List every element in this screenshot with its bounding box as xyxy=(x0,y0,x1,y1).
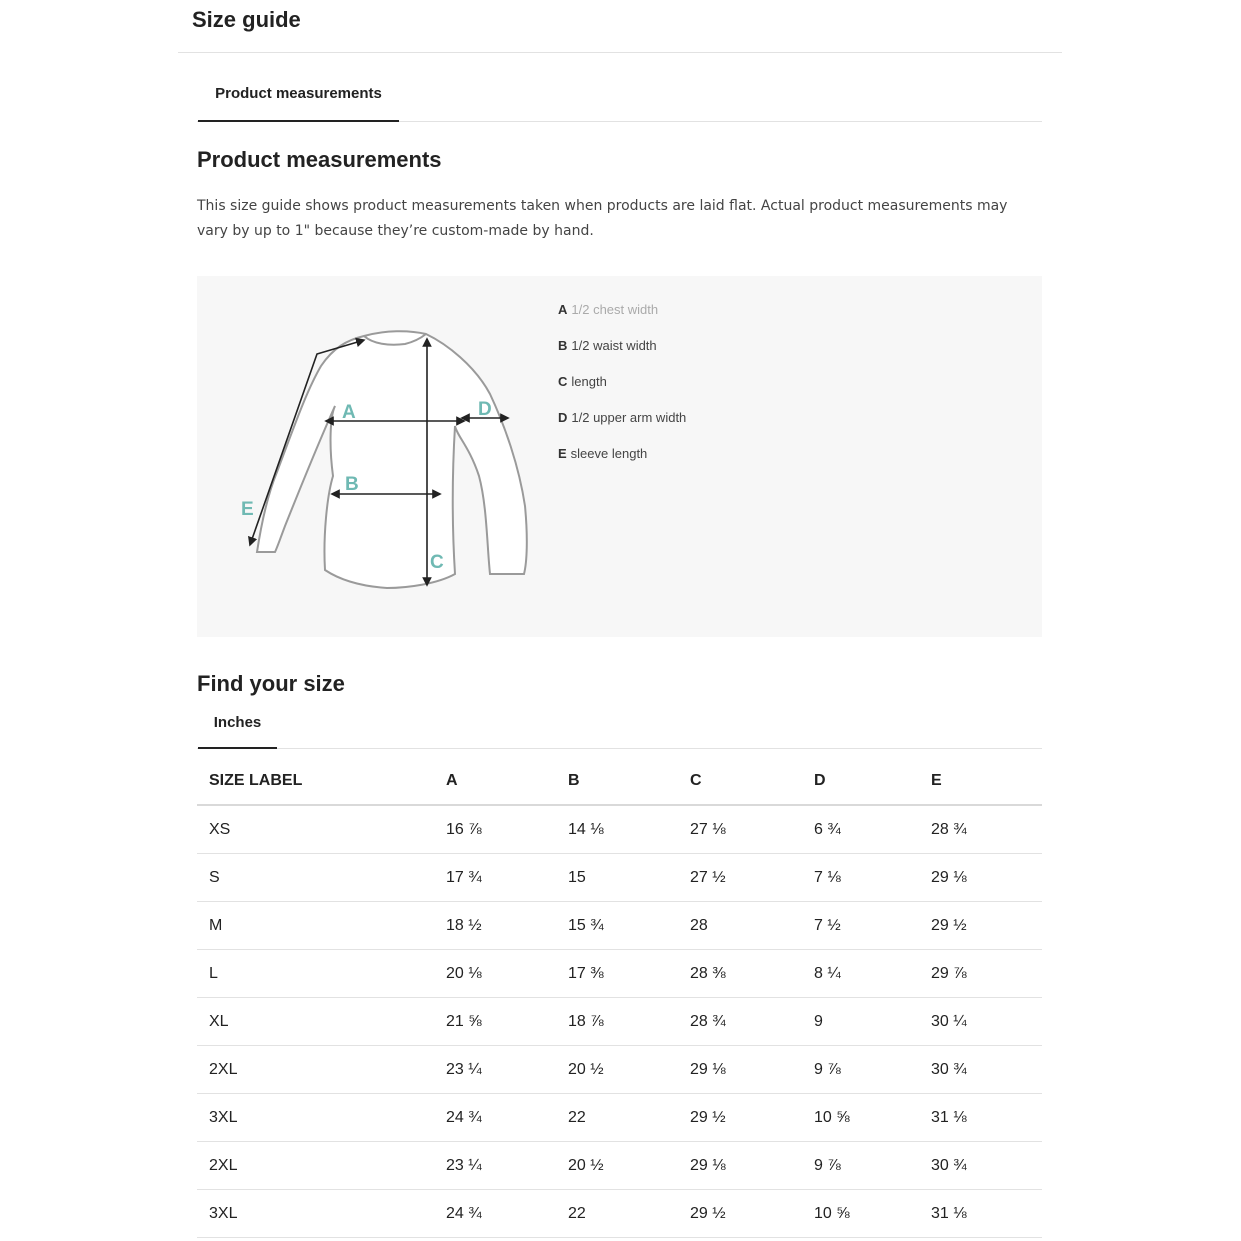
cell-e: 30 ¼ xyxy=(919,998,1042,1046)
table-row xyxy=(197,998,1042,1046)
cell-e: 30 ¾ xyxy=(919,1142,1042,1190)
table-row xyxy=(197,1094,1042,1142)
diagram-label-a: A xyxy=(342,402,356,423)
cell-c: 28 xyxy=(678,902,802,950)
tab-product-measurements[interactable]: Product measurements xyxy=(198,71,399,122)
cell-size-label: L xyxy=(197,950,434,998)
cell-d: 7 ⅛ xyxy=(802,854,919,902)
column-header-c: C xyxy=(678,757,802,805)
measurements-description: This size guide shows product measurements taken when products are laid flat. Actual product measurements may vary by up to 1" because they’re custom-made by hand. xyxy=(197,198,1008,239)
cell-c: 27 ⅛ xyxy=(678,805,802,854)
cell-size-label: 2XL xyxy=(197,1142,434,1190)
cell-b: 20 ½ xyxy=(556,1142,678,1190)
cell-e: 29 ⅞ xyxy=(919,950,1042,998)
cell-d: 9 ⅞ xyxy=(802,1142,919,1190)
shirt-outline xyxy=(257,331,527,588)
diagram-label-c: C xyxy=(430,552,444,573)
cell-b: 15 xyxy=(556,854,678,902)
cell-c: 29 ⅛ xyxy=(678,1142,802,1190)
column-header-b: B xyxy=(556,757,678,805)
size-table xyxy=(197,757,1042,1238)
table-row xyxy=(197,902,1042,950)
page-title: Size guide xyxy=(192,7,301,32)
table-header-row xyxy=(197,757,1042,805)
cell-a: 21 ⅝ xyxy=(434,998,556,1046)
legend-letter: C xyxy=(558,374,568,389)
cell-a: 20 ⅛ xyxy=(434,950,556,998)
column-header-e: E xyxy=(919,757,1042,805)
measurement-diagram-panel xyxy=(197,276,1042,637)
legend-item-b xyxy=(558,337,686,373)
legend-item-c xyxy=(558,373,686,409)
cell-b: 22 xyxy=(556,1094,678,1142)
table-row xyxy=(197,805,1042,854)
cell-b: 20 ½ xyxy=(556,1046,678,1094)
legend-letter: E xyxy=(558,446,567,461)
cell-e: 29 ½ xyxy=(919,902,1042,950)
legend-letter: D xyxy=(558,410,568,425)
legend-name: 1/2 waist width xyxy=(571,338,657,353)
cell-c: 29 ½ xyxy=(678,1094,802,1142)
legend-letter: A xyxy=(558,302,568,317)
cell-d: 10 ⅝ xyxy=(802,1190,919,1238)
cell-size-label: 3XL xyxy=(197,1190,434,1238)
cell-b: 18 ⅞ xyxy=(556,998,678,1046)
cell-c: 29 ½ xyxy=(678,1190,802,1238)
size-guide-header xyxy=(178,0,1062,53)
cell-c: 29 ⅛ xyxy=(678,1046,802,1094)
legend-name: sleeve length xyxy=(570,446,648,461)
cell-e: 28 ¾ xyxy=(919,805,1042,854)
cell-b: 17 ⅜ xyxy=(556,950,678,998)
legend-name: 1/2 upper arm width xyxy=(571,410,687,425)
cell-e: 29 ⅛ xyxy=(919,854,1042,902)
cell-size-label: S xyxy=(197,854,434,902)
measurement-legend xyxy=(558,301,686,481)
cell-size-label: 3XL xyxy=(197,1094,434,1142)
cell-e: 31 ⅛ xyxy=(919,1190,1042,1238)
cell-size-label: 2XL xyxy=(197,1046,434,1094)
cell-c: 28 ¾ xyxy=(678,998,802,1046)
unit-tabs xyxy=(197,700,1042,749)
legend-item-a xyxy=(558,301,686,337)
cell-b: 14 ⅛ xyxy=(556,805,678,854)
legend-name: 1/2 chest width xyxy=(571,302,659,317)
cell-a: 24 ¾ xyxy=(434,1190,556,1238)
cell-e: 30 ¾ xyxy=(919,1046,1042,1094)
table-row xyxy=(197,854,1042,902)
cell-a: 17 ¾ xyxy=(434,854,556,902)
tab-inches[interactable]: Inches xyxy=(198,701,277,749)
legend-item-e xyxy=(558,445,686,481)
diagram-label-b: B xyxy=(345,474,359,495)
cell-d: 8 ¼ xyxy=(802,950,919,998)
column-header-size-label: SIZE LABEL xyxy=(197,757,434,805)
diagram-label-e: E xyxy=(241,499,254,520)
cell-e: 31 ⅛ xyxy=(919,1094,1042,1142)
cell-d: 9 xyxy=(802,998,919,1046)
cell-a: 24 ¾ xyxy=(434,1094,556,1142)
legend-letter: B xyxy=(558,338,568,353)
cell-b: 15 ¾ xyxy=(556,902,678,950)
cell-b: 22 xyxy=(556,1190,678,1238)
table-row xyxy=(197,1190,1042,1238)
cell-d: 9 ⅞ xyxy=(802,1046,919,1094)
diagram-label-d: D xyxy=(478,399,492,420)
table-row xyxy=(197,950,1042,998)
cell-size-label: XS xyxy=(197,805,434,854)
legend-item-d xyxy=(558,409,686,445)
column-header-a: A xyxy=(434,757,556,805)
cell-d: 10 ⅝ xyxy=(802,1094,919,1142)
cell-a: 23 ¼ xyxy=(434,1142,556,1190)
cell-c: 28 ⅜ xyxy=(678,950,802,998)
table-row xyxy=(197,1142,1042,1190)
cell-a: 23 ¼ xyxy=(434,1046,556,1094)
legend-name: length xyxy=(571,374,607,389)
measurement-tabs xyxy=(197,70,1042,122)
cell-size-label: M xyxy=(197,902,434,950)
section-title-product-measurements: Product measurements xyxy=(197,147,442,172)
section-title-find-your-size: Find your size xyxy=(197,671,345,696)
cell-d: 6 ¾ xyxy=(802,805,919,854)
column-header-d: D xyxy=(802,757,919,805)
cell-c: 27 ½ xyxy=(678,854,802,902)
shirt-diagram xyxy=(237,326,537,596)
table-row xyxy=(197,1046,1042,1094)
cell-d: 7 ½ xyxy=(802,902,919,950)
cell-size-label: XL xyxy=(197,998,434,1046)
cell-a: 16 ⅞ xyxy=(434,805,556,854)
cell-a: 18 ½ xyxy=(434,902,556,950)
